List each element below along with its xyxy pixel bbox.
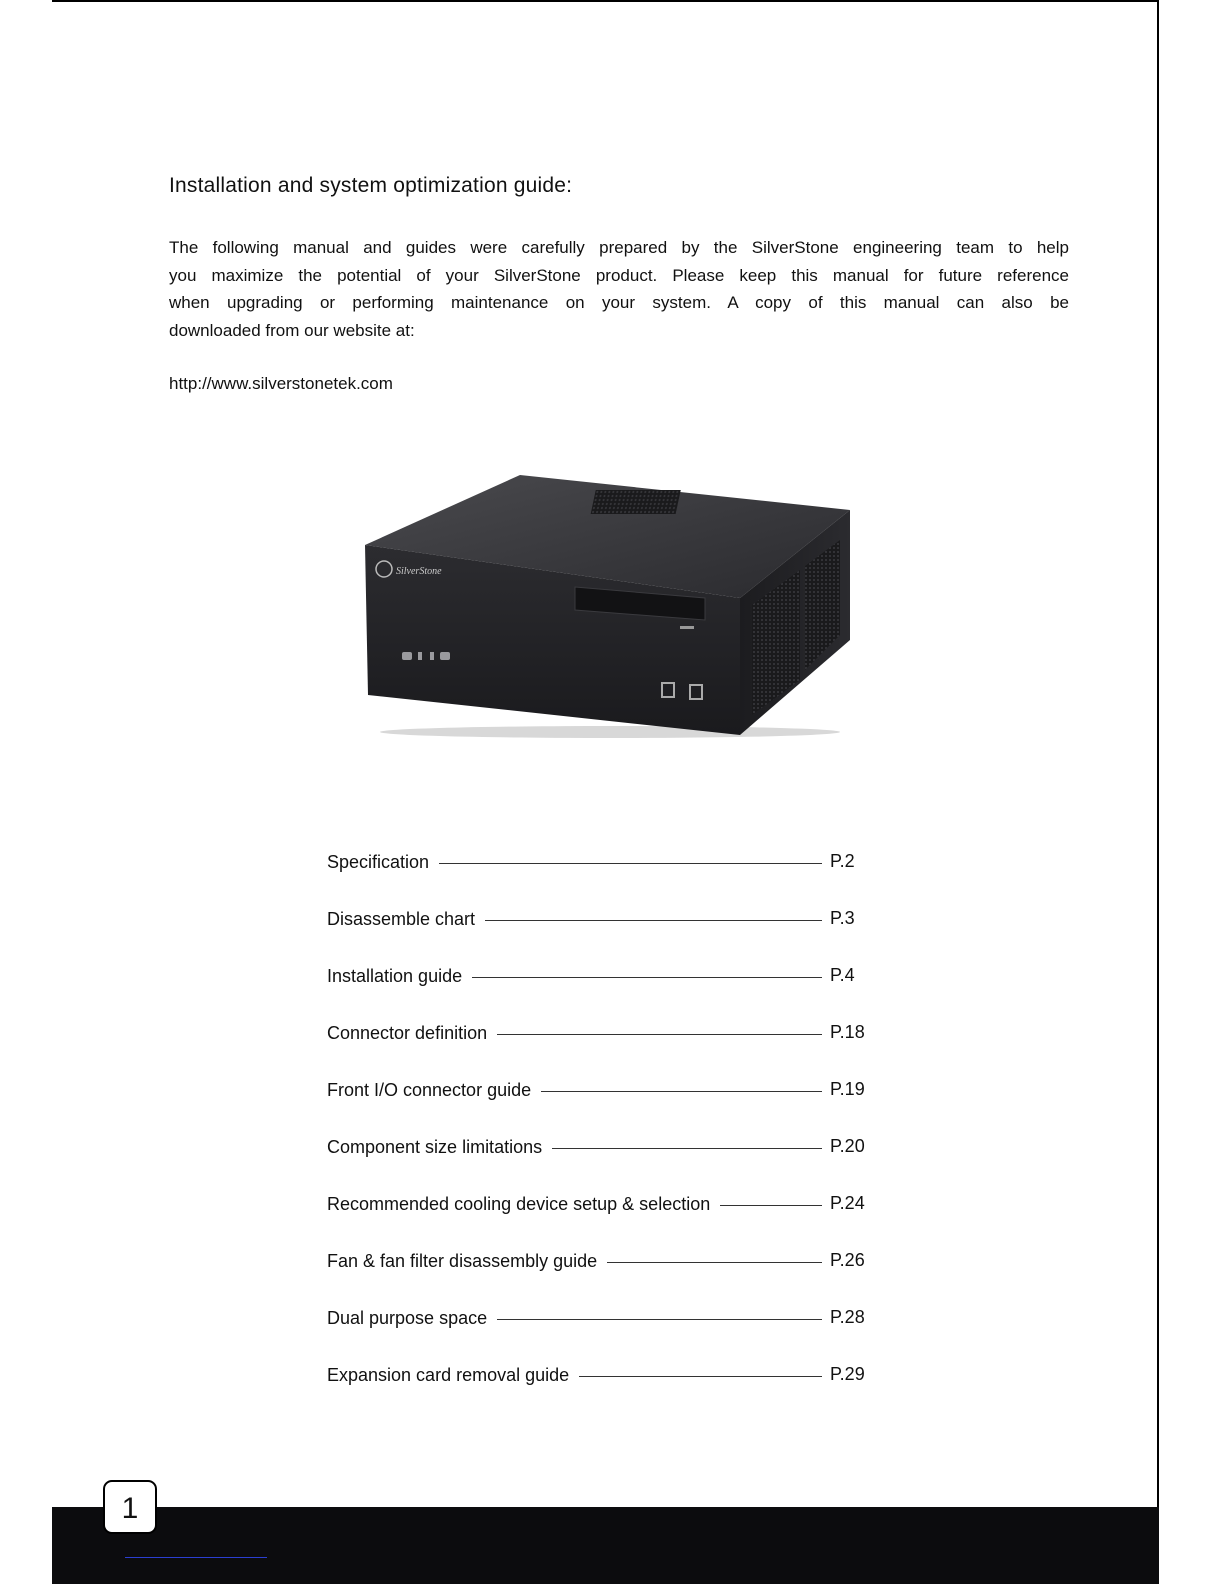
toc-entry[interactable] bbox=[327, 1078, 887, 1135]
page-title: Installation and system optimization guide: bbox=[169, 174, 573, 197]
toc-label: Specification bbox=[327, 852, 430, 872]
intro-line: downloaded from our website at: bbox=[169, 320, 415, 340]
toc-label: Connector definition bbox=[327, 1023, 488, 1043]
toc-page-number: P.28 bbox=[830, 1307, 865, 1327]
toc-label: Installation guide bbox=[327, 966, 463, 986]
toc-leader-line bbox=[607, 1262, 822, 1263]
top-vent-grille bbox=[591, 490, 681, 514]
toc-label: Disassemble chart bbox=[327, 909, 476, 929]
toc-entry[interactable] bbox=[327, 1021, 887, 1078]
top-border-rule bbox=[52, 0, 1159, 2]
page-number-badge: 1 bbox=[103, 1480, 157, 1534]
footer-bar bbox=[52, 1507, 1159, 1584]
toc-entry[interactable] bbox=[327, 964, 887, 1021]
toc-page-number: P.19 bbox=[830, 1079, 865, 1099]
toc-leader-line bbox=[541, 1091, 822, 1092]
table-of-contents bbox=[327, 850, 887, 1420]
toc-page-number: P.3 bbox=[830, 908, 855, 928]
intro-line: you maximize the potential of your SilverStone product. Please keep this manual for future reference bbox=[169, 265, 1069, 285]
toc-page-number: P.2 bbox=[830, 851, 855, 871]
toc-entry[interactable] bbox=[327, 1192, 887, 1249]
toc-entry[interactable] bbox=[327, 1249, 887, 1306]
toc-entry[interactable] bbox=[327, 1363, 887, 1420]
intro-line: The following manual and guides were carefully prepared by the SilverStone engineering team to help bbox=[169, 238, 1069, 257]
toc-label: Recommended cooling device setup & selection bbox=[327, 1194, 711, 1214]
toc-page-number: P.26 bbox=[830, 1250, 865, 1270]
toc-entry[interactable] bbox=[327, 907, 887, 964]
toc-page-number: P.24 bbox=[830, 1193, 865, 1213]
toc-label: Fan & fan filter disassembly guide bbox=[327, 1251, 598, 1271]
intro-paragraph bbox=[169, 234, 1069, 344]
footer-link-underline bbox=[125, 1557, 267, 1558]
toc-page-number: P.20 bbox=[830, 1136, 865, 1156]
toc-leader-line bbox=[552, 1148, 822, 1149]
website-link[interactable]: http://www.silverstonetek.com bbox=[169, 374, 393, 393]
toc-page-number: P.4 bbox=[830, 965, 855, 985]
toc-entry[interactable] bbox=[327, 850, 887, 907]
toc-label: Dual purpose space bbox=[327, 1308, 488, 1328]
svg-text:SilverStone: SilverStone bbox=[396, 566, 442, 577]
toc-entry[interactable] bbox=[327, 1306, 887, 1363]
toc-page-number: P.18 bbox=[830, 1022, 865, 1042]
toc-entry[interactable] bbox=[327, 1135, 887, 1192]
right-border-rule bbox=[1157, 0, 1159, 1510]
toc-label: Front I/O connector guide bbox=[327, 1080, 532, 1100]
toc-leader-line bbox=[579, 1376, 822, 1377]
toc-leader-line bbox=[472, 977, 822, 978]
intro-line: when upgrading or performing maintenance on your system. A copy of this manual can also be bbox=[169, 293, 1069, 312]
toc-label: Component size limitations bbox=[327, 1137, 543, 1157]
toc-leader-line bbox=[439, 863, 822, 864]
product-case-image bbox=[360, 470, 860, 740]
toc-leader-line bbox=[497, 1319, 822, 1320]
toc-leader-line bbox=[720, 1205, 822, 1206]
toc-page-number: P.29 bbox=[830, 1364, 865, 1384]
toc-leader-line bbox=[497, 1034, 822, 1035]
toc-leader-line bbox=[485, 920, 822, 921]
eject-button bbox=[680, 626, 694, 629]
toc-label: Expansion card removal guide bbox=[327, 1365, 570, 1385]
